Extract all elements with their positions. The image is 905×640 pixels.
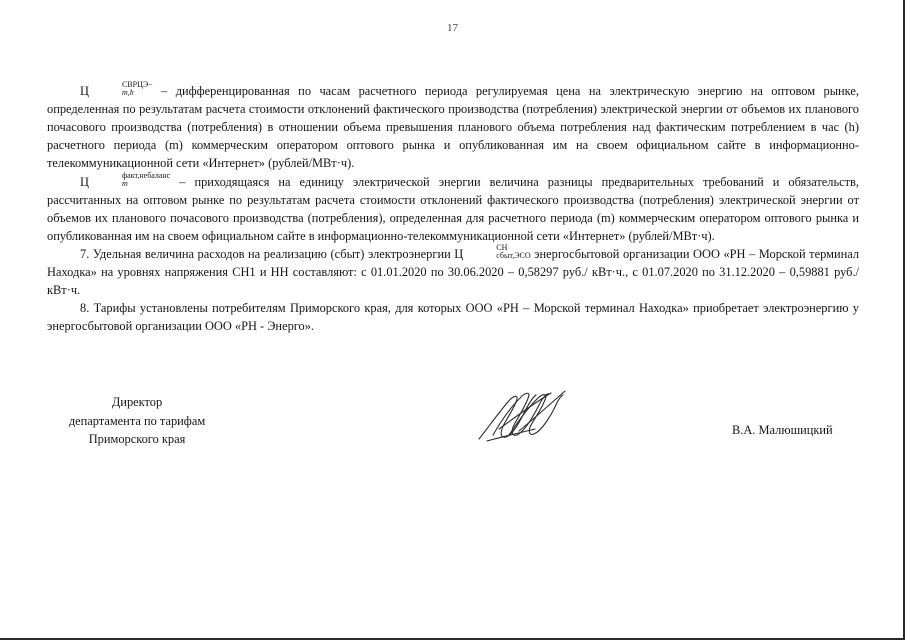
definition-paragraph-imbalance	[47, 170, 859, 245]
signatory-department: департамента по тарифам	[68, 413, 206, 428]
definition-text-imbalance: – приходящаяся на единицу электрической энергии величина разницы предварительных требований и обязательств, рассчитанных на оптовом рынке по результатам расчета стоимости отклонений фактического производства (потребления) электрической энергии от объемов их планового почасового производства (потребления), определенная для расчетного периода (m) коммерческим оператором оптового рынка и опубликованная им на своем официальном сайте в информационно-телекоммуникационной сети «Интернет» (рублей/МВт·ч).	[47, 174, 859, 243]
signatory-title-block	[47, 393, 227, 449]
signatory-name: В.А. Малюшицкий	[732, 423, 833, 437]
definition-text-svrce: – дифференцированная по часам расчетного периода регулируемая цена на электрическую энергию на оптовом рынке, определенная по результатам расчета стоимости отклонений фактического производства (потребления) электрической энергии от объемов их планового почасового производства (потребления) в отношении объема превышения планового объема потребления над фактическим потреблением в час (h) расчетного периода (m) коммерческим оператором оптового рынка и опубликованная им на своем официальном сайте в информационно-телекоммуникационной сети «Интернет» (рублей/МВт·ч).	[47, 84, 859, 171]
symbol-sales-cost: Ц СН сбыт,ЭСО	[454, 243, 531, 261]
signatory-position: Директор	[111, 395, 163, 409]
page-number: 17	[447, 22, 458, 34]
document-body	[47, 82, 859, 336]
clause-7-paragraph	[47, 245, 859, 299]
symbol-svrce: Ц СВРЦЭ− m,h	[80, 80, 153, 98]
clause-8-paragraph: 8. Тарифы установлены потребителям Приморского края, для которых ООО «РН – Морской терминал Находка» приобретает электроэнергию у энергосбытовой организации ООО «РН - Энерго».	[47, 301, 859, 334]
symbol-imbalance: Ц факт,небаланс m	[80, 170, 171, 189]
definition-paragraph-svrce	[47, 82, 859, 173]
handwritten-signature-icon	[473, 385, 573, 447]
clause-7-text-end: энергосбытовой организации ООО «РН – Морской терминал Находка» на уровнях напряжения СН1 и НН составляют: с 01.01.2020 по 30.06.2020 – 0,58297 руб./ кВт·ч., с 01.07.2020 по 31.12.2020 – 0,59881 руб./ кВт·ч.	[47, 246, 859, 298]
clause-7-text-start: 7. Удельная величина расходов на реализацию (сбыт) электроэнергии	[80, 246, 455, 261]
signatory-region: Приморского края	[88, 432, 186, 447]
